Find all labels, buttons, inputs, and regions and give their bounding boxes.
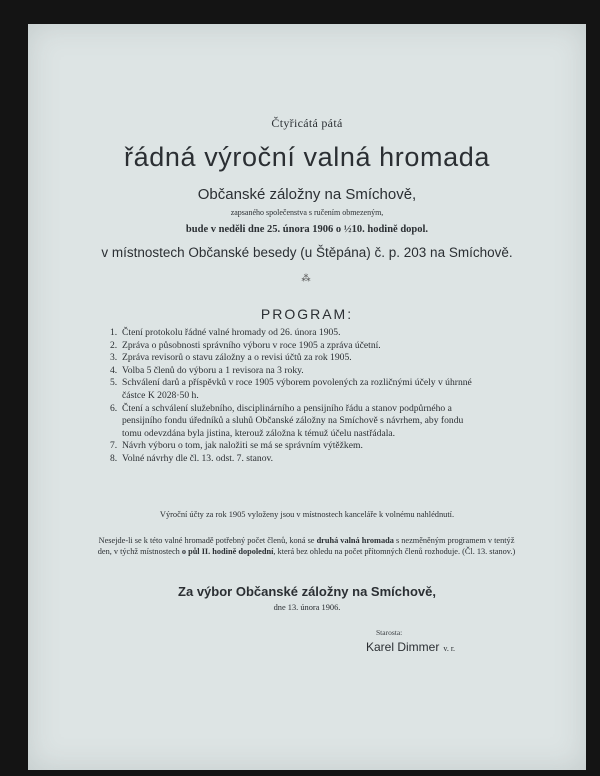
signature-date: dne 13. února 1906. (273, 603, 341, 612)
organization-name: Občanské záložny na Smíchově, (197, 186, 417, 203)
program-item (110, 340, 485, 353)
committee-signature: Za výbor Občanské záložny na Smíchově, (178, 584, 436, 599)
program-item-number: 1. (110, 327, 118, 338)
quorum-text-c: s nezměněným programem v tentýž den, v týchž místnostech (97, 536, 515, 556)
meeting-place: v místnostech Občanské besedy (u Štěpána) č. p. 203 na Smíchově. (101, 245, 513, 260)
program-item (110, 453, 485, 466)
meeting-date: bude v neděli dne 25. února 1906 o ½10. hodině dopol. (185, 224, 429, 235)
program-list (110, 327, 485, 466)
signer-suffix: v. r. (443, 644, 456, 653)
program-item-number: 7. (110, 440, 118, 452)
program-item (110, 352, 485, 365)
program-item-number: 2. (110, 339, 118, 351)
program-item-text: Volné návrhy dle čl. 13. odst. 7. stanov. (122, 452, 274, 464)
program-item-text: Čtení protokolu řádné valné hromady od 26. února 1905. (122, 327, 341, 338)
program-item-text: Volba 5 členů do výboru a 1 revisora na 3 roky. (122, 364, 304, 376)
program-item-number: 3. (110, 352, 118, 364)
program-item-number: 4. (110, 364, 118, 376)
program-item-text: Čtení a schválení služebního, disciplinárního a pensijního řádu a stanov podpůrného a pensijního fondu úředníků a sluhů Občanské záložny na Smíchově s návrhem, aby fondu tomu odevzdána byla jistina, kterouž záložna k témuž účelu nastřádala. (122, 402, 464, 439)
program-item-text: Schválení darů a příspěvků v roce 1905 výborem povolených za rozličnými účely v úhrnné částce K 2028·50 h. (122, 377, 472, 401)
program-item (110, 403, 485, 441)
signer-name: Karel Dimmer (366, 640, 440, 654)
second-meeting-time: o půl II. hodině dopolední (181, 546, 274, 556)
program-heading: PROGRAM: (260, 306, 354, 322)
program-item-number: 5. (110, 377, 118, 389)
program-item-number: 6. (110, 402, 118, 414)
program-item-number: 8. (110, 452, 118, 464)
ornament-divider: ⁂ (301, 273, 313, 283)
program-item (110, 377, 485, 402)
notice-sheet (28, 24, 586, 770)
program-item (110, 440, 485, 453)
second-meeting-emphasis: druhá valná hromada (316, 536, 394, 545)
program-item-text: Zpráva revisorů o stavu záložny a o revisi účtů za rok 1905. (122, 352, 352, 364)
program-item (110, 327, 485, 340)
quorum-text-e: , která bez ohledu na počet přítomných členů rozhoduje. (Čl. 13. stanov.) (273, 546, 516, 556)
legal-form: zapsaného společenstva s ručením obmezeným, (230, 208, 384, 217)
signer-role: Starosta: (376, 628, 403, 637)
signer (366, 640, 455, 654)
accounts-note: Výroční účty za rok 1905 vyloženy jsou v místnostech kanceláře k volnému nahlédnutí. (159, 510, 455, 519)
pretitle: Čtyřicátá pátá (271, 116, 343, 130)
page-title: řádná výroční valná hromada (124, 142, 490, 172)
program-item (110, 365, 485, 378)
program-item-text: Zpráva o působnosti správního výboru v roce 1905 a zpráva účetní. (122, 339, 381, 351)
program-item-text: Návrh výboru o tom, jak naložiti se má se správním výtěžkem. (122, 440, 363, 452)
quorum-note (94, 536, 519, 557)
quorum-text-a: Nesejde-li se k této valné hromadě potřebný počet členů, koná se (98, 536, 317, 545)
